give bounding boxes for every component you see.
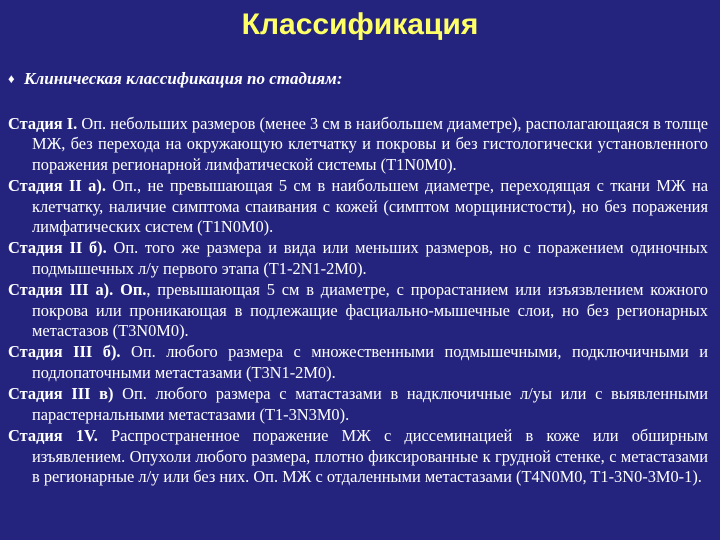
stage-1 — [8, 114, 708, 175]
stages-list — [8, 114, 708, 488]
stage-3b — [8, 342, 708, 383]
stage-text: Оп. любого размера с матастазами в надключичные л/уы или с выявленными парастернальными метастазами (T1-3N3M0). — [32, 384, 708, 424]
stage-label: Стадия III в) — [8, 384, 114, 404]
stage-text: Оп., не превышающая 5 см в наибольшем диаметре, переходящая с ткани МЖ на клетчатку, наличие симптома спаивания с кожей (симптом морщинистости), но без поражения лимфатических систем (T1N0M0). — [32, 176, 709, 237]
stage-text: Оп. любого размера с множественными подмышечными, подключичными и подлопаточными метастазами (T3N1-2M0). — [32, 342, 708, 382]
subtitle — [8, 68, 342, 90]
slide-title: Классификация — [241, 8, 479, 41]
subtitle-text: Клиническая классификация по стадиям: — [24, 69, 343, 88]
stage-label: Стадия III а). Оп. — [8, 280, 147, 300]
stage-text: Оп. небольших размеров (менее 3 см в наибольшем диаметре), располагающаяся в толще МЖ, без перехода на окружающую клетчатку и покровы и без гистологически установленного поражения регионарной лимфатической системы (T1N0M0). — [32, 114, 708, 174]
stage-label: Стадия 1V. — [8, 426, 98, 446]
stage-3c — [8, 384, 708, 425]
stage-2b — [8, 238, 708, 279]
diamond-bullet-icon: ♦ — [8, 71, 15, 86]
stage-label: Стадия II б). — [8, 238, 107, 258]
stage-label: Стадия III б). — [8, 342, 121, 362]
stage-label: Стадия II а). — [8, 176, 106, 196]
stage-text: Распространенное поражение МЖ с диссеминацией в коже или обширным изъявлением. Опухоли любого размера, плотно фиксированные к грудной стенке, с метастазами в регионарные л/у или без них. Оп. МЖ с отдаленными метастазами (T4N0M0, T1-3N0-3M0-1). — [32, 426, 708, 486]
stage-4 — [8, 426, 708, 487]
stage-text: Оп. того же размера и вида или меньших размеров, но с поражением одиночных подмышечных л/у первого этапа (T1-2N1-2M0). — [32, 238, 708, 278]
stage-3a — [8, 280, 708, 341]
stage-label: Стадия I. — [8, 114, 78, 133]
stage-2a — [8, 176, 708, 237]
stage-text: , превышающая 5 см в диаметре, с прорастанием или изъязвлением кожного покрова или проникающая в подлежащие фасциально-мышечные слои, но без регионарных метастазов (T3N0M0). — [32, 280, 709, 341]
